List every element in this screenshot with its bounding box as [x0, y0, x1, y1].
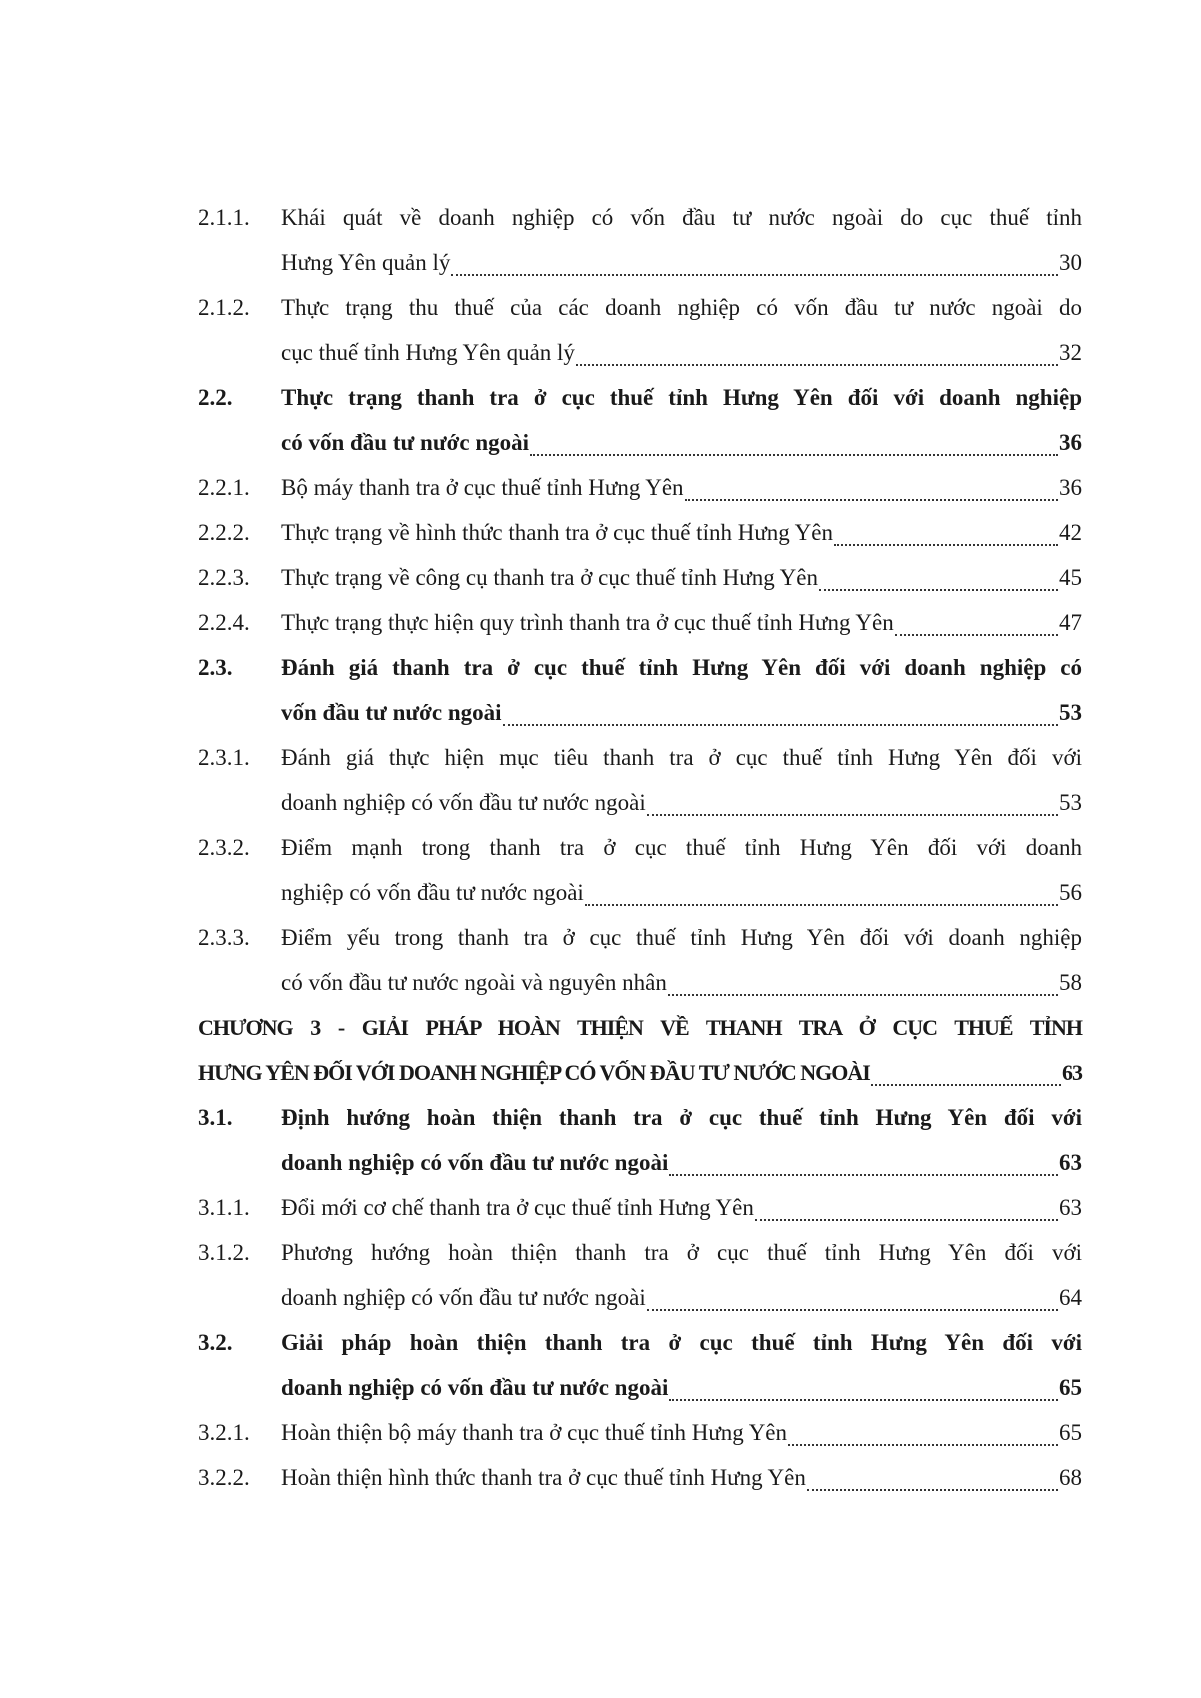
- toc-entry-number: 2.3.3.: [198, 924, 250, 950]
- toc-page-number: 58: [1059, 969, 1082, 995]
- dot-leader: [585, 894, 1058, 906]
- toc-entry-title: Hoàn thiện bộ máy thanh tra ở cục thuế tỉnh Hưng Yên: [281, 1419, 788, 1445]
- toc-page-number: 47: [1059, 609, 1082, 635]
- toc-entry-title-line2: nghiệp có vốn đầu tư nước ngoài: [281, 879, 584, 905]
- toc-entry-number: 2.2.4.: [198, 609, 250, 635]
- toc-entry-title-line2: có vốn đầu tư nước ngoài: [281, 429, 530, 455]
- toc-entry-title-line1: Điểm mạnh trong thanh tra ở cục thuế tỉnh Hưng Yên đối với doanh: [281, 834, 1082, 860]
- toc-entry-number: 2.2.1.: [198, 474, 250, 500]
- dot-leader: [668, 984, 1058, 996]
- toc-page-number: 64: [1059, 1284, 1082, 1310]
- toc-entry-title: Hoàn thiện hình thức thanh tra ở cục thuế tỉnh Hưng Yên: [281, 1464, 806, 1490]
- toc-page-number: 65: [1059, 1374, 1082, 1400]
- toc-page-number: 56: [1059, 879, 1082, 905]
- toc-entry-title-line2: Hưng Yên quản lý: [281, 249, 451, 275]
- toc-entry[interactable]: [198, 1185, 1082, 1230]
- toc-page-number: 63: [1062, 1059, 1082, 1085]
- toc-page-number: 53: [1059, 789, 1082, 815]
- toc-entry-number: 2.1.1.: [198, 204, 250, 230]
- toc-entry-title-line1: Định hướng hoàn thiện thanh tra ở cục thuế tỉnh Hưng Yên đối với: [281, 1104, 1082, 1130]
- toc-entry-title-line2: doanh nghiệp có vốn đầu tư nước ngoài: [281, 789, 646, 815]
- dot-leader: [503, 714, 1058, 726]
- toc-entry-title-line2: doanh nghiệp có vốn đầu tư nước ngoài: [281, 1284, 646, 1310]
- toc-entry[interactable]: [198, 1230, 1082, 1320]
- dot-leader: [669, 1389, 1058, 1401]
- toc-entry-title-line2: vốn đầu tư nước ngoài: [281, 699, 502, 725]
- toc-entry-number: 3.1.1.: [198, 1194, 250, 1220]
- toc-page-number: 36: [1059, 474, 1082, 500]
- toc-entry-title: Thực trạng về hình thức thanh tra ở cục thuế tỉnh Hưng Yên: [281, 519, 833, 545]
- toc-entry-title: Thực trạng về công cụ thanh tra ở cục thuế tỉnh Hưng Yên: [281, 564, 818, 590]
- toc-entry-title-line2: HƯNG YÊN ĐỐI VỚI DOANH NGHIỆP CÓ VỐN ĐẦU TƯ NƯỚC NGOÀI: [198, 1059, 870, 1085]
- toc-entry-title-line2: doanh nghiệp có vốn đầu tư nước ngoài: [281, 1149, 669, 1175]
- toc-entry-number: 2.1.2.: [198, 294, 250, 320]
- toc-entry[interactable]: [198, 825, 1082, 915]
- table-of-contents: [198, 195, 1082, 1500]
- toc-entry[interactable]: [198, 600, 1082, 645]
- toc-page-number: 63: [1059, 1194, 1082, 1220]
- toc-entry-title: Thực trạng thực hiện quy trình thanh tra ở cục thuế tỉnh Hưng Yên: [281, 609, 894, 635]
- toc-entry-number: 3.2.1.: [198, 1419, 250, 1445]
- toc-page-number: 30: [1059, 249, 1082, 275]
- toc-entry-title-line2: doanh nghiệp có vốn đầu tư nước ngoài: [281, 1374, 669, 1400]
- dot-leader: [451, 264, 1058, 276]
- toc-entry-title-line2: cục thuế tỉnh Hưng Yên quản lý: [281, 339, 575, 365]
- dot-leader: [895, 624, 1058, 636]
- toc-entry-title-line1: Đánh giá thanh tra ở cục thuế tỉnh Hưng Yên đối với doanh nghiệp có: [281, 654, 1082, 680]
- toc-page-number: 32: [1059, 339, 1082, 365]
- toc-entry-number: 2.3.: [198, 654, 233, 680]
- toc-entry-number: 2.3.2.: [198, 834, 250, 860]
- toc-page-number: 65: [1059, 1419, 1082, 1445]
- toc-entry-title-line2: có vốn đầu tư nước ngoài và nguyên nhân: [281, 969, 667, 995]
- toc-page-number: 68: [1059, 1464, 1082, 1490]
- toc-entry[interactable]: [198, 510, 1082, 555]
- toc-entry-title-line1: Khái quát về doanh nghiệp có vốn đầu tư nước ngoài do cục thuế tỉnh: [281, 204, 1082, 230]
- toc-entry-number: 2.3.1.: [198, 744, 250, 770]
- toc-entry[interactable]: [198, 915, 1082, 1005]
- toc-entry-title-line1: Thực trạng thanh tra ở cục thuế tỉnh Hưng Yên đối với doanh nghiệp: [281, 384, 1082, 410]
- dot-leader: [834, 534, 1058, 546]
- toc-entry[interactable]: [198, 1410, 1082, 1455]
- dot-leader: [755, 1209, 1058, 1221]
- toc-entry[interactable]: [198, 735, 1082, 825]
- dot-leader: [647, 804, 1058, 816]
- toc-entry-number: 2.2.3.: [198, 564, 250, 590]
- toc-entry[interactable]: [198, 1455, 1082, 1500]
- dot-leader: [685, 489, 1058, 501]
- toc-entry-title: Bộ máy thanh tra ở cục thuế tỉnh Hưng Yên: [281, 474, 684, 500]
- toc-entry-number: 3.2.: [198, 1329, 233, 1355]
- toc-entry[interactable]: [198, 465, 1082, 510]
- dot-leader: [871, 1074, 1061, 1086]
- toc-page-number: 63: [1059, 1149, 1082, 1175]
- toc-entry-number: 2.2.: [198, 384, 233, 410]
- toc-entry-number: 3.1.: [198, 1104, 233, 1130]
- dot-leader: [819, 579, 1058, 591]
- toc-entry-title-line1: Giải pháp hoàn thiện thanh tra ở cục thuế tỉnh Hưng Yên đối với: [281, 1329, 1082, 1355]
- toc-page-number: 45: [1059, 564, 1082, 590]
- toc-entry[interactable]: [198, 555, 1082, 600]
- dot-leader: [807, 1479, 1058, 1491]
- dot-leader: [576, 354, 1058, 366]
- toc-entry-number: 2.2.2.: [198, 519, 250, 545]
- toc-entry-number: 3.2.2.: [198, 1464, 250, 1490]
- toc-entry[interactable]: [198, 645, 1082, 735]
- toc-entry-title-line1: Phương hướng hoàn thiện thanh tra ở cục thuế tỉnh Hưng Yên đối với: [281, 1239, 1082, 1265]
- toc-entry[interactable]: [198, 285, 1082, 375]
- dot-leader: [647, 1299, 1058, 1311]
- toc-entry-title-line1: CHƯƠNG 3 - GIẢI PHÁP HOÀN THIỆN VỀ THANH TRA Ở CỤC THUẾ TỈNH: [198, 1014, 1082, 1040]
- toc-page-number: 42: [1059, 519, 1082, 545]
- toc-entry[interactable]: [198, 375, 1082, 465]
- toc-entry-number: 3.1.2.: [198, 1239, 250, 1265]
- toc-page-number: 36: [1059, 429, 1082, 455]
- dot-leader: [530, 444, 1058, 456]
- toc-entry-title-line1: Điểm yếu trong thanh tra ở cục thuế tỉnh Hưng Yên đối với doanh nghiệp: [281, 924, 1082, 950]
- dot-leader: [788, 1434, 1058, 1446]
- toc-entry[interactable]: [198, 1095, 1082, 1185]
- toc-entry[interactable]: [198, 1320, 1082, 1410]
- toc-chapter-entry[interactable]: [198, 1005, 1082, 1095]
- toc-entry-title: Đổi mới cơ chế thanh tra ở cục thuế tỉnh Hưng Yên: [281, 1194, 754, 1220]
- toc-entry[interactable]: [198, 195, 1082, 285]
- toc-entry-title-line1: Đánh giá thực hiện mục tiêu thanh tra ở cục thuế tỉnh Hưng Yên đối với: [281, 744, 1082, 770]
- dot-leader: [669, 1164, 1058, 1176]
- toc-entry-title-line1: Thực trạng thu thuế của các doanh nghiệp có vốn đầu tư nước ngoài do: [281, 294, 1082, 320]
- toc-page-number: 53: [1059, 699, 1082, 725]
